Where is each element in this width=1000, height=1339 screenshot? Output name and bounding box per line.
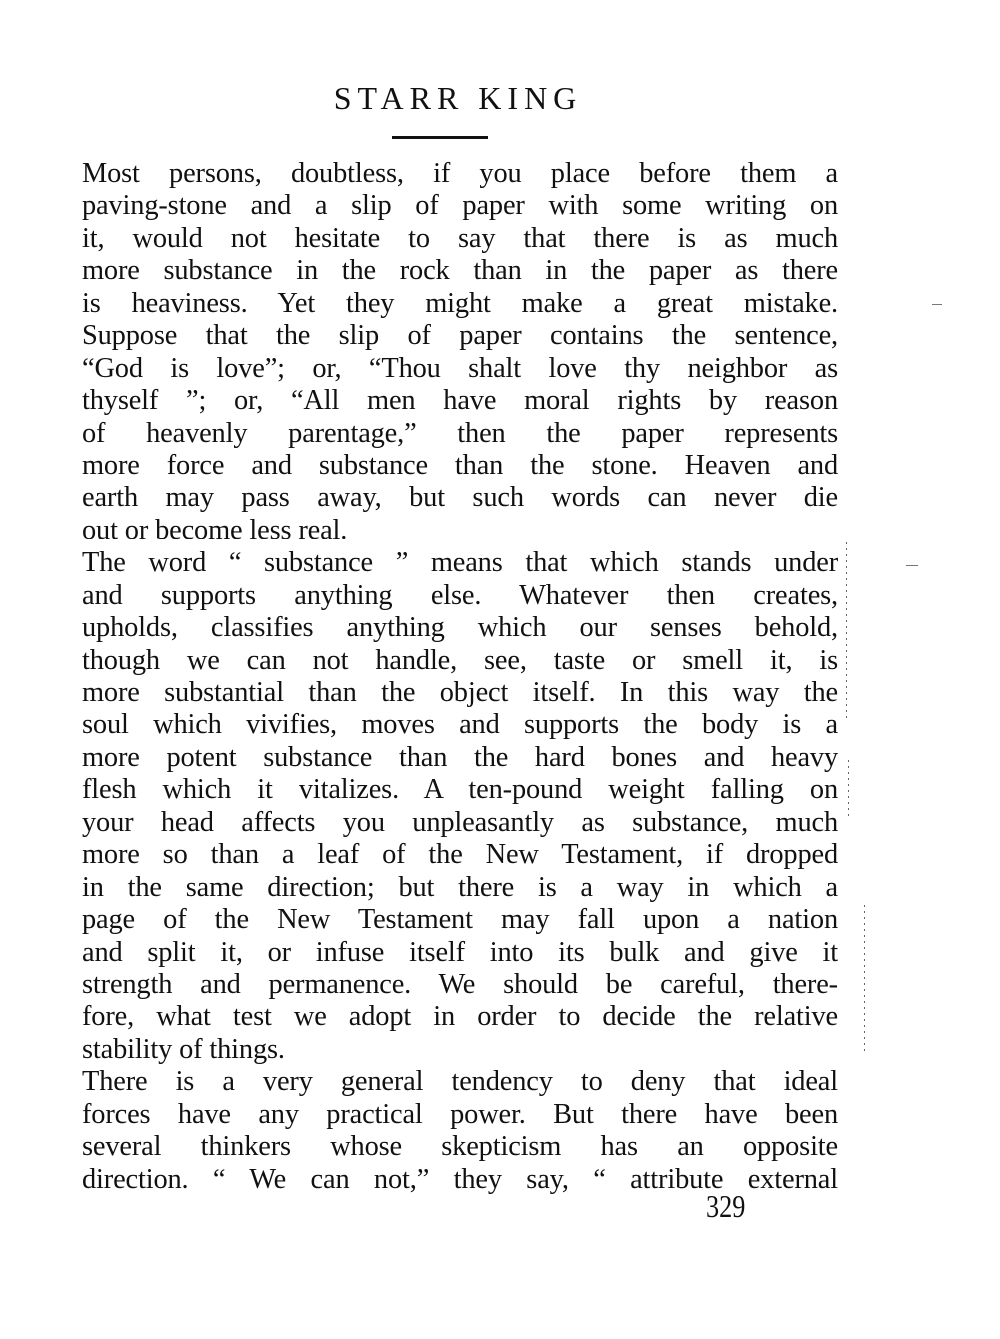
text-line: of heavenly parentage,” then the paper represents: [82, 417, 838, 449]
text-line: direction. “ We can not,” they say, “ attribute external: [82, 1163, 838, 1195]
scan-artifact: [932, 304, 942, 305]
page-number: 329: [706, 1188, 746, 1224]
text-line: more so than a leaf of the New Testament, if dropped: [82, 839, 838, 871]
text-line: several thinkers whose skepticism has an opposite: [82, 1131, 838, 1163]
text-line: out or become less real.: [82, 514, 348, 539]
text-line: flesh which it vitalizes. A ten-pound weight falling on: [82, 774, 838, 806]
text-line: your head affects you unpleasantly as substance, much: [82, 806, 838, 838]
text-line: more substance in the rock than in the paper as there: [82, 255, 838, 287]
paragraph: [82, 547, 838, 1066]
text-line: The word “ substance ” means that which stands under: [82, 547, 838, 579]
text-line: Suppose that the slip of paper contains the sentence,: [82, 320, 838, 352]
scan-artifact: [846, 542, 847, 722]
running-title: STARR KING: [333, 80, 583, 116]
body-text: [82, 158, 838, 1196]
text-line: and supports anything else. Whatever then creates,: [82, 579, 838, 611]
paragraph: [82, 1066, 838, 1196]
text-line: There is a very general tendency to deny that ideal: [82, 1066, 838, 1098]
text-line: “God is love”; or, “Thou shalt love thy neighbor as: [82, 352, 838, 384]
scan-artifact: [864, 905, 865, 1055]
text-line: more substantial than the object itself. In this way the: [82, 677, 838, 708]
text-line: page of the New Testament may fall upon a nation: [82, 904, 838, 936]
text-line: more potent substance than the hard bones and heavy: [82, 741, 838, 773]
text-line: thyself ”; or, “All men have moral rights by reason: [82, 385, 838, 417]
text-line: earth may pass away, but such words can never die: [82, 482, 838, 514]
text-line: strength and permanence. We should be careful, there-: [82, 968, 838, 1000]
text-line: though we can not handle, see, taste or smell it, is: [82, 644, 838, 676]
text-line: stability of things.: [82, 1033, 285, 1065]
text-line: soul which vivifies, moves and supports the body is a: [82, 709, 838, 741]
text-line: is heaviness. Yet they might make a great mistake.: [82, 287, 838, 319]
scan-artifact: [906, 565, 918, 566]
text-line: paving-stone and a slip of paper with some writing on: [82, 190, 838, 222]
text-line: it, would not hesitate to say that there is as much: [82, 222, 838, 254]
text-line: upholds, classifies anything which our senses behold,: [82, 612, 838, 644]
title-rule-divider: [392, 136, 488, 139]
text-line: Most persons, doubtless, if you place before them a: [82, 158, 838, 189]
text-line: fore, what test we adopt in order to decide the relative: [82, 1001, 838, 1033]
paragraph: [82, 158, 838, 539]
text-line: and split it, or infuse itself into its bulk and give it: [82, 936, 838, 968]
text-line: in the same direction; but there is a way in which a: [82, 871, 838, 903]
text-line: forces have any practical power. But there have been: [82, 1098, 838, 1130]
text-line: more force and substance than the stone. Heaven and: [82, 449, 838, 481]
scan-artifact: [848, 760, 849, 820]
